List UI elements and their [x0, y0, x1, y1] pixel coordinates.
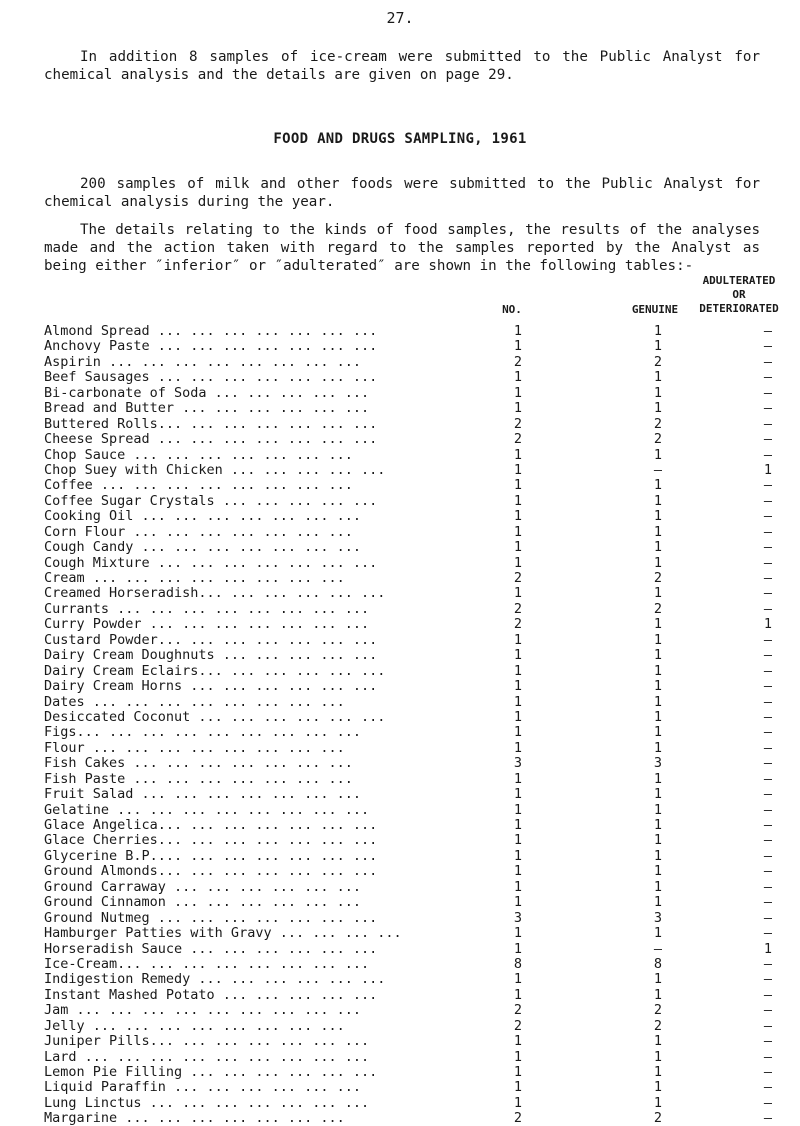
adulterated-count: – [763, 570, 773, 586]
sample-count: 1 [513, 801, 523, 818]
genuine-count: 1 [653, 1048, 663, 1065]
sample-count: 1 [513, 492, 523, 509]
genuine-count: 1 [653, 878, 663, 895]
food-item-name: Lung Linctus ... ... ... ... ... ... ... [44, 1094, 370, 1111]
adulterated-count: – [763, 554, 773, 571]
section-heading: FOOD AND DRUGS SAMPLING, 1961 [273, 131, 527, 147]
genuine-count: 2 [653, 1110, 663, 1126]
sample-count: 1 [513, 461, 523, 478]
sample-count: 2 [513, 415, 523, 432]
food-item-name: Buttered Rolls... ... ... ... ... ... ... [44, 415, 378, 432]
sample-count: 1 [513, 1033, 523, 1050]
food-item-name: Ground Nutmeg ... ... ... ... ... ... ... [44, 909, 378, 926]
adulterated-count: – [763, 955, 773, 972]
food-item-name: Cheese Spread ... ... ... ... ... ... ... [44, 431, 378, 448]
genuine-count: 1 [653, 786, 663, 803]
sample-count: 1 [513, 678, 523, 695]
sample-count: 1 [513, 894, 523, 911]
adulterated-count: – [763, 986, 773, 1003]
food-item-name: Bread and Butter ... ... ... ... ... ... [44, 400, 370, 417]
sample-count: 1 [513, 770, 523, 787]
adulterated-count: – [763, 446, 773, 463]
sample-count: 1 [513, 925, 523, 942]
column-header-adulterated [686, 274, 792, 316]
adulterated-count: – [763, 878, 773, 895]
genuine-count: 8 [653, 955, 663, 972]
adulterated-count: – [763, 1033, 773, 1050]
genuine-count: 1 [653, 1079, 663, 1096]
genuine-count: 1 [653, 323, 663, 339]
food-item-name: Figs... ... ... ... ... ... ... ... ... [44, 724, 361, 741]
food-item-name: Curry Powder ... ... ... ... ... ... ... [44, 616, 370, 633]
genuine-count: – [653, 940, 663, 957]
sample-count: 1 [513, 384, 523, 401]
sample-count: 1 [513, 847, 523, 864]
intro-paragraph: In addition 8 samples of ice-cream were submitted to the Public Analyst for chemical analysis and the details are given on page 29. [44, 49, 760, 83]
sample-count: 1 [513, 338, 523, 355]
sample-count: 1 [513, 477, 523, 494]
food-item-name: Bi-carbonate of Soda ... ... ... ... ... [44, 384, 370, 401]
sample-count: 1 [513, 508, 523, 525]
sample-count: 2 [513, 600, 523, 617]
genuine-count: 1 [653, 631, 663, 648]
column-header-adulterated-line2: OR [732, 288, 746, 301]
food-item-name: Glace Cherries... ... ... ... ... ... ... [44, 832, 378, 849]
food-item-name: Ground Almonds... ... ... ... ... ... ... [44, 863, 378, 880]
sample-count: 1 [513, 739, 523, 756]
adulterated-count: – [763, 801, 773, 818]
adulterated-count: – [763, 353, 773, 370]
adulterated-count: – [763, 631, 773, 648]
sample-count: 1 [513, 446, 523, 463]
sample-count: 1 [513, 554, 523, 571]
genuine-count: – [653, 461, 663, 478]
food-item-name: Cough Candy ... ... ... ... ... ... ... [44, 539, 361, 556]
food-item-name: Cream ... ... ... ... ... ... ... ... [44, 570, 345, 586]
sample-count: 1 [513, 724, 523, 741]
adulterated-count: – [763, 909, 773, 926]
food-item-name: Aspirin ... ... ... ... ... ... ... ... [44, 353, 361, 370]
genuine-count: 1 [653, 508, 663, 525]
column-header-genuine: GENUINE [631, 303, 679, 316]
food-item-name: Indigestion Remedy ... ... ... ... ... ... [44, 971, 386, 988]
adulterated-count: – [763, 1094, 773, 1111]
adulterated-count: – [763, 971, 773, 988]
genuine-count: 1 [653, 693, 663, 710]
adulterated-count: – [763, 925, 773, 942]
food-item-name: Fish Paste ... ... ... ... ... ... ... [44, 770, 353, 787]
food-item-name: Corn Flour ... ... ... ... ... ... ... [44, 523, 353, 540]
food-item-name: Lard ... ... ... ... ... ... ... ... ... [44, 1048, 370, 1065]
genuine-count: 1 [653, 1094, 663, 1111]
food-item-name: Fruit Salad ... ... ... ... ... ... ... [44, 786, 361, 803]
genuine-count: 1 [653, 616, 663, 633]
adulterated-count: – [763, 662, 773, 679]
food-item-name: Coffee Sugar Crystals ... ... ... ... ... [44, 492, 378, 509]
food-item-name: Dates ... ... ... ... ... ... ... ... [44, 693, 345, 710]
sample-count: 1 [513, 647, 523, 664]
sample-count: 1 [513, 585, 523, 602]
genuine-count: 1 [653, 708, 663, 725]
genuine-count: 2 [653, 431, 663, 448]
food-item-name: Coffee ... ... ... ... ... ... ... ... [44, 477, 353, 494]
genuine-count: 1 [653, 925, 663, 942]
sample-count: 1 [513, 1094, 523, 1111]
adulterated-count: – [763, 770, 773, 787]
food-item-name: Ground Carraway ... ... ... ... ... ... [44, 878, 361, 895]
adulterated-count: 1 [763, 940, 773, 957]
genuine-count: 1 [653, 847, 663, 864]
sample-count: 2 [513, 1017, 523, 1034]
food-item-name: Desiccated Coconut ... ... ... ... ... ... [44, 708, 386, 725]
food-item-name: Horseradish Sauce ... ... ... ... ... ... [44, 940, 378, 957]
adulterated-count: – [763, 832, 773, 849]
food-item-name: Glycerine B.P.... ... ... ... ... ... ... [44, 847, 378, 864]
adulterated-count: – [763, 415, 773, 432]
genuine-count: 1 [653, 523, 663, 540]
genuine-count: 2 [653, 353, 663, 370]
sample-count: 1 [513, 863, 523, 880]
adulterated-count: – [763, 817, 773, 833]
adulterated-count: – [763, 863, 773, 880]
adulterated-count: – [763, 724, 773, 741]
food-item-name: Dairy Cream Doughnuts ... ... ... ... ... [44, 647, 378, 664]
sample-count: 1 [513, 1064, 523, 1080]
sample-count: 1 [513, 817, 523, 833]
adulterated-count: – [763, 755, 773, 772]
genuine-count: 1 [653, 863, 663, 880]
adulterated-count: – [763, 369, 773, 386]
sample-count: 1 [513, 940, 523, 957]
sample-count: 2 [513, 431, 523, 448]
food-item-name: Dairy Cream Horns ... ... ... ... ... ... [44, 678, 378, 695]
adulterated-count: 1 [763, 616, 773, 633]
genuine-count: 2 [653, 415, 663, 432]
adulterated-count: – [763, 477, 773, 494]
genuine-count: 2 [653, 600, 663, 617]
food-item-name: Glace Angelica... ... ... ... ... ... ... [44, 817, 378, 833]
food-item-name: Margarine ... ... ... ... ... ... ... [44, 1110, 345, 1126]
genuine-count: 1 [653, 1064, 663, 1080]
genuine-count: 2 [653, 570, 663, 586]
sample-count: 1 [513, 662, 523, 679]
sample-count: 2 [513, 1110, 523, 1126]
genuine-count: 1 [653, 539, 663, 556]
food-item-name: Hamburger Patties with Gravy ... ... ... ... [44, 925, 402, 942]
genuine-count: 1 [653, 971, 663, 988]
sample-count: 1 [513, 400, 523, 417]
food-item-name: Anchovy Paste ... ... ... ... ... ... ... [44, 338, 378, 355]
food-item-name: Creamed Horseradish... ... ... ... ... ... [44, 585, 386, 602]
adulterated-count: – [763, 1002, 773, 1019]
adulterated-count: – [763, 1064, 773, 1080]
genuine-count: 1 [653, 446, 663, 463]
genuine-count: 1 [653, 739, 663, 756]
sample-count: 3 [513, 909, 523, 926]
adulterated-count: – [763, 585, 773, 602]
genuine-count: 1 [653, 647, 663, 664]
genuine-count: 2 [653, 1002, 663, 1019]
adulterated-count: – [763, 693, 773, 710]
genuine-count: 1 [653, 678, 663, 695]
food-item-name: Jelly ... ... ... ... ... ... ... ... [44, 1017, 345, 1034]
details-paragraph: The details relating to the kinds of food samples, the results of the analyses made and the action taken with regard to the samples reported by the Analyst as being either ″inferior″ or ″adulterated″ are shown in the following tables:- [44, 222, 760, 274]
sample-count: 1 [513, 323, 523, 339]
food-item-name: Custard Powder... ... ... ... ... ... ... [44, 631, 378, 648]
column-header-no: NO. [502, 303, 522, 316]
food-item-name: Juniper Pills... ... ... ... ... ... ... [44, 1033, 370, 1050]
sample-count: 1 [513, 786, 523, 803]
food-item-name: Currants ... ... ... ... ... ... ... ... [44, 600, 370, 617]
genuine-count: 3 [653, 909, 663, 926]
sample-count: 1 [513, 369, 523, 386]
food-item-name: Cough Mixture ... ... ... ... ... ... ... [44, 554, 378, 571]
adulterated-count: – [763, 523, 773, 540]
adulterated-count: – [763, 384, 773, 401]
samples-paragraph: 200 samples of milk and other foods were submitted to the Public Analyst for chemical analysis during the year. [44, 176, 760, 210]
sample-count: 1 [513, 539, 523, 556]
genuine-count: 1 [653, 400, 663, 417]
adulterated-count: 1 [763, 461, 773, 478]
genuine-count: 1 [653, 817, 663, 833]
food-item-name: Ice-Cream... ... ... ... ... ... ... ... [44, 955, 370, 972]
genuine-count: 1 [653, 894, 663, 911]
genuine-count: 1 [653, 338, 663, 355]
sample-count: 2 [513, 353, 523, 370]
sample-count: 1 [513, 523, 523, 540]
food-item-name: Flour ... ... ... ... ... ... ... ... [44, 739, 345, 756]
adulterated-count: – [763, 847, 773, 864]
genuine-count: 1 [653, 369, 663, 386]
adulterated-count: – [763, 539, 773, 556]
sample-count: 1 [513, 631, 523, 648]
adulterated-count: – [763, 678, 773, 695]
column-header-adulterated-line3: DETERIORATED [699, 302, 779, 315]
page-number: 27. [386, 9, 414, 27]
adulterated-count: – [763, 647, 773, 664]
adulterated-count: – [763, 1110, 773, 1126]
sample-count: 1 [513, 986, 523, 1003]
sample-count: 8 [513, 955, 523, 972]
sample-count: 1 [513, 1048, 523, 1065]
adulterated-count: – [763, 786, 773, 803]
sample-count: 1 [513, 878, 523, 895]
genuine-count: 2 [653, 1017, 663, 1034]
food-item-name: Liquid Paraffin ... ... ... ... ... ... [44, 1079, 361, 1096]
food-item-name: Instant Mashed Potato ... ... ... ... ... [44, 986, 378, 1003]
adulterated-count: – [763, 508, 773, 525]
food-item-name: Chop Sauce ... ... ... ... ... ... ... [44, 446, 353, 463]
sample-count: 1 [513, 708, 523, 725]
genuine-count: 1 [653, 477, 663, 494]
sample-count: 3 [513, 755, 523, 772]
sample-count: 1 [513, 1079, 523, 1096]
column-header-adulterated-line1: ADULTERATED [702, 274, 776, 287]
genuine-count: 1 [653, 832, 663, 849]
genuine-count: 1 [653, 1033, 663, 1050]
genuine-count: 1 [653, 492, 663, 509]
food-item-name: Ground Cinnamon ... ... ... ... ... ... [44, 894, 361, 911]
genuine-count: 1 [653, 554, 663, 571]
adulterated-count: – [763, 338, 773, 355]
genuine-count: 1 [653, 724, 663, 741]
adulterated-count: – [763, 492, 773, 509]
genuine-count: 1 [653, 801, 663, 818]
food-item-name: Cooking Oil ... ... ... ... ... ... ... [44, 508, 361, 525]
adulterated-count: – [763, 431, 773, 448]
sample-count: 2 [513, 570, 523, 586]
sample-count: 1 [513, 971, 523, 988]
food-item-name: Lemon Pie Filling ... ... ... ... ... ... [44, 1064, 378, 1080]
genuine-count: 1 [653, 662, 663, 679]
food-item-name: Almond Spread ... ... ... ... ... ... ... [44, 323, 378, 339]
food-item-name: Beef Sausages ... ... ... ... ... ... ... [44, 369, 378, 386]
genuine-count: 3 [653, 755, 663, 772]
genuine-count: 1 [653, 384, 663, 401]
sample-count: 1 [513, 693, 523, 710]
adulterated-count: – [763, 400, 773, 417]
adulterated-count: – [763, 1048, 773, 1065]
adulterated-count: – [763, 708, 773, 725]
food-item-name: Fish Cakes ... ... ... ... ... ... ... [44, 755, 353, 772]
food-item-name: Gelatine ... ... ... ... ... ... ... ... [44, 801, 370, 818]
genuine-count: 1 [653, 986, 663, 1003]
food-item-name: Jam ... ... ... ... ... ... ... ... ... [44, 1002, 361, 1019]
adulterated-count: – [763, 323, 773, 339]
adulterated-count: – [763, 739, 773, 756]
adulterated-count: – [763, 1079, 773, 1096]
food-item-name: Dairy Cream Eclairs... ... ... ... ... ... [44, 662, 386, 679]
sample-count: 2 [513, 616, 523, 633]
sample-count: 2 [513, 1002, 523, 1019]
adulterated-count: – [763, 1017, 773, 1034]
adulterated-count: – [763, 894, 773, 911]
genuine-count: 1 [653, 585, 663, 602]
food-item-name: Chop Suey with Chicken ... ... ... ... ... [44, 461, 386, 478]
genuine-count: 1 [653, 770, 663, 787]
sample-count: 1 [513, 832, 523, 849]
adulterated-count: – [763, 600, 773, 617]
